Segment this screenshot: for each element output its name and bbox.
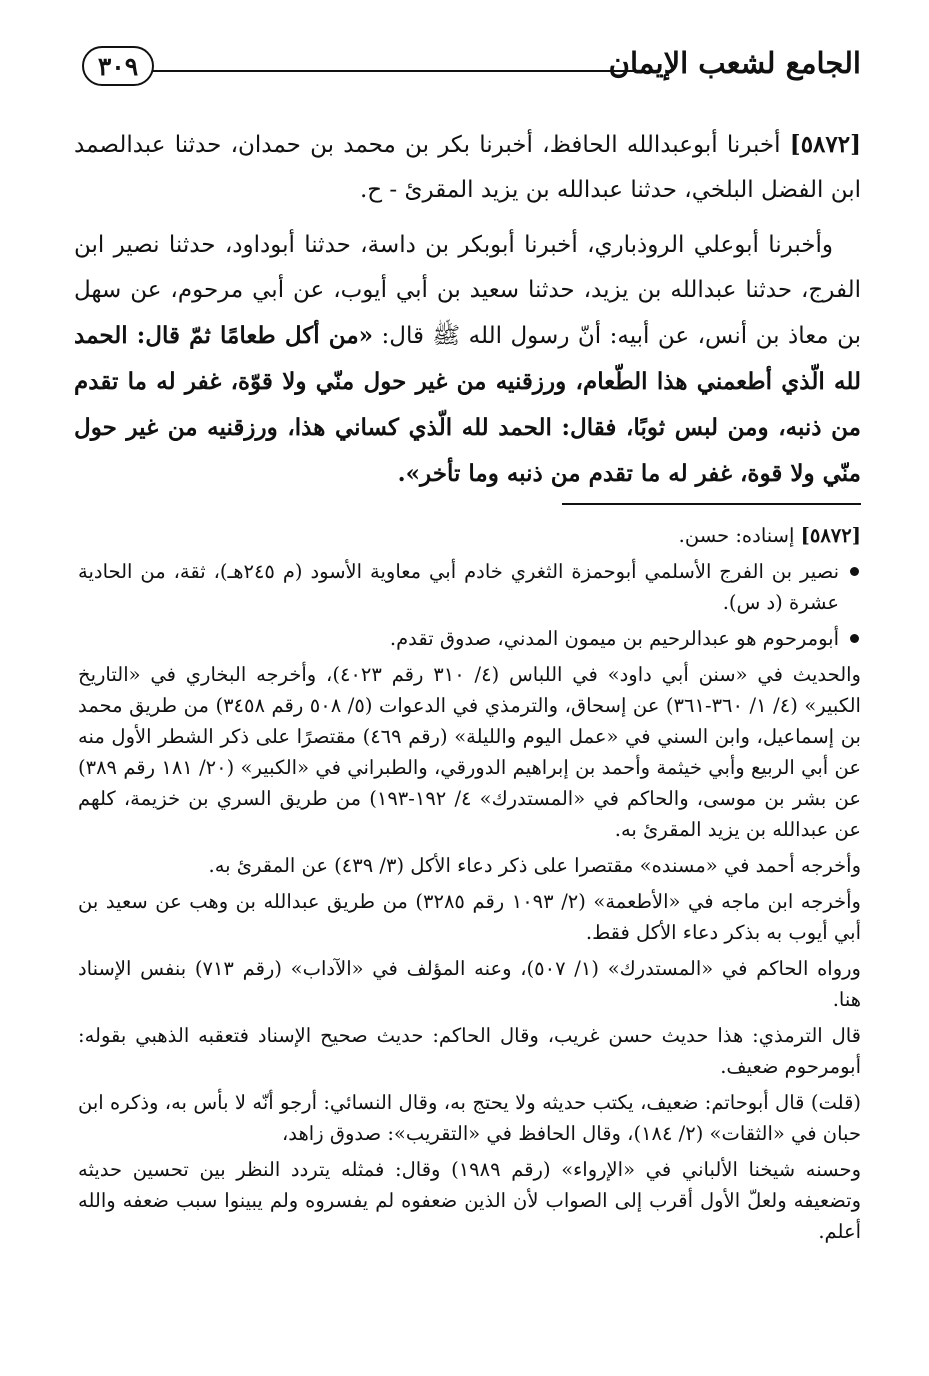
footnotes xyxy=(78,520,861,1252)
bullet-text-1: نصير بن الفرج الأسلمي أبوحمزة الثغري خادم أبي معاوية الأسود (م ٢٤٥هـ)، ثقة، من الحادية عشرة (د س). xyxy=(78,560,839,614)
paragraph-chain-2 xyxy=(74,223,861,497)
footnote-number: [٥٨٧٢] xyxy=(800,524,861,547)
book-title: الجامع لشعب الإيمان xyxy=(608,46,861,80)
isnad-text: وأخبرنا أبوعلي الروذباري، أخبرنا أبوبكر بن داسة، حدثنا أبوداود، حدثنا نصير ابن الفرج، حدثنا عبدالله بن يزيد، حدثنا سعيد بن أبي أيوب، عن أبي مرحوم، عن سهل بن معاذ بن أنس، عن أبيه: أنّ رسول الله ﷺ قال: xyxy=(74,232,861,349)
page-number: ٣٠٩ xyxy=(82,46,154,86)
bullet-icon xyxy=(850,567,859,576)
footnote-paragraph-5: قال الترمذي: هذا حديث حسن غريب، وقال الحاكم: حديث صحيح الإسناد فتعقبه الذهبي بقوله: أبومرحوم ضعيف. xyxy=(78,1024,861,1078)
footnote-paragraph-2: وأخرجه أحمد في «مسنده» مقتصرا على ذكر دعاء الأكل (٣/ ٤٣٩) عن المقرئ به. xyxy=(208,854,861,877)
footnote-grading: إسناده: حسن. xyxy=(678,524,795,547)
footnote-separator xyxy=(562,503,861,505)
header-rule xyxy=(152,70,646,72)
footnote-paragraph-3: وأخرجه ابن ماجه في «الأطعمة» (٢/ ١٠٩٣ رقم ٣٢٨٥) من طريق عبدالله بن وهب عن سعيد بن أبي أيوب به بذكر دعاء الأكل فقط. xyxy=(78,890,861,944)
footnote-bullet-2 xyxy=(78,623,861,654)
footnote-paragraph-7: وحسنه شيخنا الألباني في «الإرواء» (رقم ١٩٨٩) وقال: فمثله يتردد النظر بين تحسين حديثه وتضعيفه ولعلّ الأول أقرب إلى الصواب لأن الذين ضعفوه لم يفسروه ولم يبينوا سبب ضعفه والله أعلم. xyxy=(78,1158,861,1243)
running-header xyxy=(82,40,861,96)
footnote-paragraph-1: والحديث في «سنن أبي داود» في اللباس (٤/ ٣١٠ رقم ٤٠٢٣)، وأخرجه البخاري في «التاريخ الكبير» (٤/ ١/ ٣٦٠-٣٦١) عن إسحاق، والترمذي في الدعوات (٥/ ٥٠٨ رقم ٣٤٥٨) من طريق محمد بن إسماعيل، وابن السني في «عمل اليوم والليلة» (رقم ٤٦٩) مقتصرًا على ذكر الشطر الأول منه عن أبي الربيع وأبي خيثمة وأحمد بن إبراهيم الدورقي، والطبراني في «الكبير» (٢٠/ ١٨١ رقم ٣٨٩) عن بشر بن موسى، والحاكم في «المستدرك» ٤/ ١٩٢-١٩٣) من طريق السري بن خزيمة، كلهم عن عبدالله بن يزيد المقرئ به. xyxy=(78,663,861,841)
hadith-number: [٥٨٧٢] xyxy=(789,131,861,158)
footnote-paragraph-6: (قلت) قال أبوحاتم: ضعيف، يكتب حديثه ولا يحتج به، وقال النسائي: أرجو أنّه لا بأس به، وذكره ابن حبان في «الثقات» (٢/ ١٨٤)، وقال الحافظ في «التقريب»: صدوق زاهد، xyxy=(78,1091,861,1145)
hadith-matn: «من أكل طعامًا ثمّ قال: الحمد لله الّذي أطعمني هذا الطّعام، ورزقنيه من غير حول منّي ولا قوّة، غفر له ما تقدم من ذنبه، ومن لبس ثوبًا، فقال: الحمد لله الّذي كساني هذا، ورزقنيه من غير حول منّي ولا قوة، غفر له ما تقدم من ذنبه وما تأخر». xyxy=(74,322,861,487)
main-text xyxy=(74,122,861,507)
bullet-icon xyxy=(850,634,859,643)
bullet-text-2: أبومرحوم هو عبدالرحيم بن ميمون المدني، صدوق تقدم. xyxy=(389,627,839,650)
footnote-paragraph-4: ورواه الحاكم في «المستدرك» (١/ ٥٠٧)، وعنه المؤلف في «الآداب» (رقم ٧١٣) بنفس الإسناد هنا. xyxy=(78,957,861,1011)
chain-text-1: أخبرنا أبوعبدالله الحافظ، أخبرنا بكر بن محمد بن حمدان، حدثنا عبدالصمد ابن الفضل البلخي، حدثنا عبدالله بن يزيد المقرئ - ح. xyxy=(74,132,861,203)
paragraph-chain-1 xyxy=(74,122,861,213)
footnote-bullet-1 xyxy=(78,556,861,618)
footnote-heading xyxy=(78,520,861,551)
